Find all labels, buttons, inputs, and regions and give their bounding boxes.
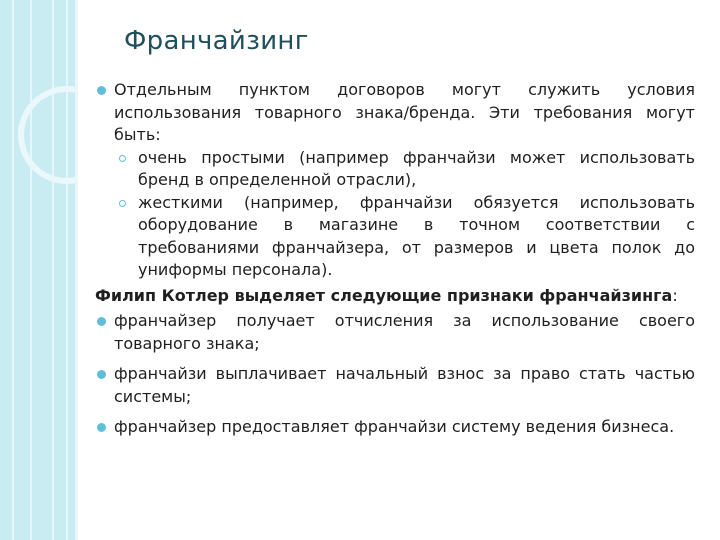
sub-item-text: жесткими (например, франчайзи обязуется использовать оборудование в магазине в точном соответствии с требованиями франчайзера, от размеров и цвета полок до униформы персонала). [138, 192, 695, 279]
panel-edge [75, 0, 78, 540]
slide-content [95, 79, 695, 439]
kotler-colon: : [672, 285, 678, 305]
panel-stripe [12, 0, 14, 540]
feature-item [95, 363, 695, 408]
feature-text: франчайзи выплачивает начальный взнос за право стать частью системы; [114, 364, 695, 406]
bullet-icon [97, 86, 106, 95]
sub-item [95, 192, 695, 282]
bullet-icon [97, 423, 106, 432]
bullet-icon [97, 317, 106, 326]
feature-text: франчайзер получает отчисления за использование своего товарного знака; [114, 311, 695, 353]
intro-text: Отдельным пунктом договоров могут служить условия использования товарного знака/бренда. Эти требования могут быть: [114, 80, 695, 144]
slide-title: Франчайзинг [124, 26, 309, 56]
intro-item [95, 79, 695, 147]
panel-stripe [52, 0, 54, 540]
sub-item [95, 147, 695, 192]
bullet-icon [97, 370, 106, 379]
feature-item [95, 310, 695, 355]
feature-text: франчайзер предоставляет франчайзи систему ведения бизнеса. [114, 417, 675, 436]
kotler-heading [95, 285, 695, 308]
feature-item [95, 416, 695, 439]
panel-stripe [30, 0, 32, 540]
panel-stripe [66, 0, 68, 540]
sub-item-text: очень простыми (например франчайзи может использовать бренд в определенной отрасли), [138, 147, 695, 189]
decorative-circle [18, 86, 78, 184]
sub-bullet-icon [119, 200, 126, 207]
decorative-side-panel [0, 0, 78, 540]
sub-bullet-icon [119, 155, 126, 162]
kotler-heading-text: Филип Котлер выделяет следующие признаки франчайзинга [95, 285, 673, 305]
